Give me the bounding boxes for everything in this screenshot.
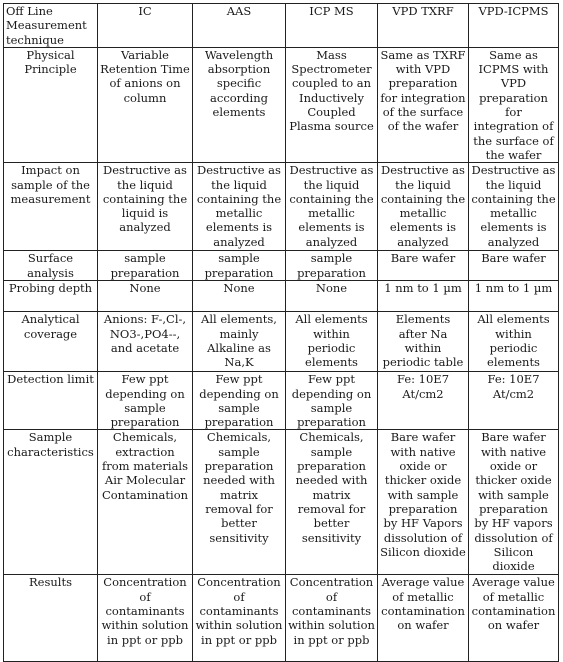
table-cell: Elements after Na within periodic table <box>378 312 469 372</box>
table-cell: Few ppt depending on sample preparation <box>193 372 286 430</box>
table-cell: Bare wafer <box>469 251 559 281</box>
table-cell: sample preparation <box>286 251 378 281</box>
row-label: Analytical coverage <box>4 312 98 372</box>
table-cell: Concentration of contaminants within solution in ppt or ppb <box>193 575 286 662</box>
header-aas: AAS <box>193 4 286 48</box>
header-ic: IC <box>98 4 193 48</box>
table-cell: Destructive as the liquid containing the metallic elements is analyzed <box>193 163 286 251</box>
table-cell: Chemicals, extraction from materials Air Molecular Contamination <box>98 430 193 575</box>
row-results <box>4 575 559 662</box>
row-label: Physical Principle <box>4 47 98 162</box>
table-cell: Bare wafer with native oxide or thicker oxide with sample preparation by HF Vapors dissolution of Silicon dioxide <box>378 430 469 575</box>
row-label: Impact on sample of the measurement <box>4 163 98 251</box>
table-cell: None <box>193 281 286 312</box>
table-cell: Chemicals, sample preparation needed with matrix removal for better sensitivity <box>286 430 378 575</box>
table-cell: Bare wafer <box>378 251 469 281</box>
table-cell: Concentration of contaminants within solution in ppt or ppb <box>286 575 378 662</box>
row-impact <box>4 163 559 251</box>
table-cell: Same as TXRF with VPD preparation for integration of the surface of the wafer <box>378 47 469 162</box>
row-surface-analysis <box>4 251 559 281</box>
table-cell: Destructive as the liquid containing the liquid is analyzed <box>98 163 193 251</box>
table-cell: All elements within periodic elements <box>469 312 559 372</box>
header-vpd-icpms: VPD-ICPMS <box>469 4 559 48</box>
row-label: Sample characteristics <box>4 430 98 575</box>
table-cell: Destructive as the liquid containing the metallic elements is analyzed <box>286 163 378 251</box>
header-technique: Off Line Measurement technique <box>4 4 98 48</box>
table-cell: Same as ICPMS with VPD preparation for integration of the surface of the wafer <box>469 47 559 162</box>
table-cell: sample preparation <box>98 251 193 281</box>
row-label: Probing depth <box>4 281 98 312</box>
table-cell: Average value of metallic contamination on wafer <box>469 575 559 662</box>
header-icp-ms: ICP MS <box>286 4 378 48</box>
table-cell: Average value of metallic contamination on wafer <box>378 575 469 662</box>
table-cell: None <box>98 281 193 312</box>
table-cell: Few ppt depending on sample preparation <box>98 372 193 430</box>
row-physical-principle <box>4 47 559 162</box>
table-cell: All elements, mainly Alkaline as Na,K <box>193 312 286 372</box>
table-cell: 1 nm to 1 µm <box>469 281 559 312</box>
header-row <box>4 4 559 48</box>
row-label: Surface analysis <box>4 251 98 281</box>
table-cell: Variable Retention Time of anions on column <box>98 47 193 162</box>
table-cell: Bare wafer with native oxide or thicker oxide with sample preparation by HF vapors dissolution of Silicon dioxide <box>469 430 559 575</box>
row-probing-depth <box>4 281 559 312</box>
table-cell: Fe: 10E7 At/cm2 <box>378 372 469 430</box>
header-vpd-txrf: VPD TXRF <box>378 4 469 48</box>
table-cell: Destructive as the liquid containing the metallic elements is analyzed <box>469 163 559 251</box>
table-cell: Fe: 10E7 At/cm2 <box>469 372 559 430</box>
table-cell: Concentration of contaminants within solution in ppt or ppb <box>98 575 193 662</box>
table-cell: All elements within periodic elements <box>286 312 378 372</box>
table-cell: Mass Spectrometer coupled to an Inductively Coupled Plasma source <box>286 47 378 162</box>
row-label: Results <box>4 575 98 662</box>
table-cell: Wavelength absorption specific according elements <box>193 47 286 162</box>
table-cell: Destructive as the liquid containing the metallic elements is analyzed <box>378 163 469 251</box>
table-cell: sample preparation <box>193 251 286 281</box>
comparison-table <box>3 3 559 662</box>
row-detection-limit <box>4 372 559 430</box>
table-cell: 1 nm to 1 µm <box>378 281 469 312</box>
row-sample-characteristics <box>4 430 559 575</box>
row-analytical-coverage <box>4 312 559 372</box>
table-cell: Anions: F-,Cl-, NO3-,PO4--, and acetate <box>98 312 193 372</box>
table-cell: None <box>286 281 378 312</box>
row-label: Detection limit <box>4 372 98 430</box>
table-cell: Chemicals, sample preparation needed with matrix removal for better sensitivity <box>193 430 286 575</box>
table-cell: Few ppt depending on sample preparation <box>286 372 378 430</box>
